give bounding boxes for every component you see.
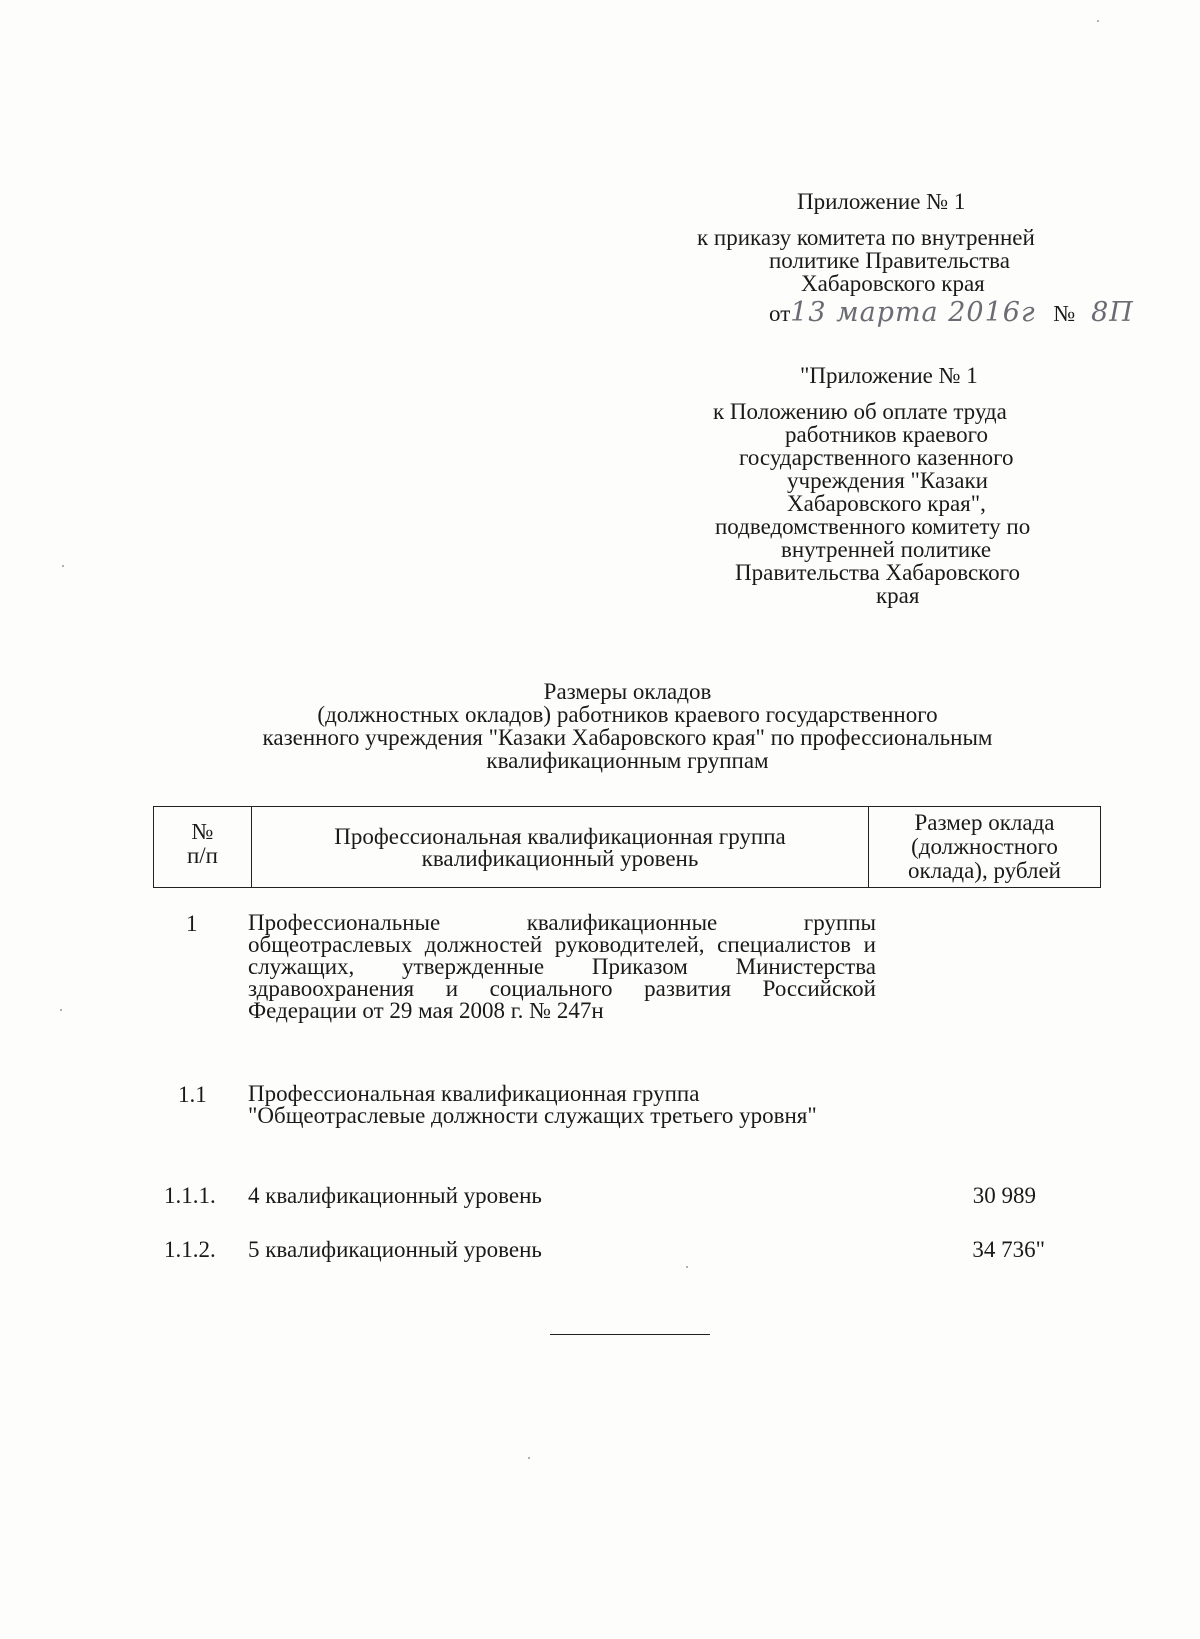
date-prefix: от bbox=[769, 301, 791, 326]
regulation-annex-line: работников краевого bbox=[785, 422, 989, 447]
regulation-annex-line: Правительства Хабаровского bbox=[735, 560, 1021, 585]
header-group-line1: Профессиональная квалификационная группа bbox=[334, 824, 786, 849]
number-label: № bbox=[1053, 301, 1076, 326]
heading-line: (должностных окладов) работников краевого государственного bbox=[317, 702, 938, 727]
header-cell-number bbox=[154, 807, 252, 887]
row-number: 1.1.1. bbox=[164, 1183, 216, 1208]
header-number-symbol: № bbox=[191, 819, 214, 844]
order-annex-date-row bbox=[769, 297, 1134, 328]
order-annex-title: Приложение № 1 bbox=[797, 189, 966, 214]
heading-line: Размеры окладов bbox=[543, 679, 712, 704]
regulation-annex-title: "Приложение № 1 bbox=[800, 363, 978, 388]
order-annex-line3: Хабаровского края bbox=[801, 271, 985, 296]
heading-line: квалификационным группам bbox=[486, 748, 769, 773]
scan-speck bbox=[686, 1266, 688, 1268]
closing-rule bbox=[550, 1334, 710, 1335]
regulation-annex-line: учреждения "Казаки bbox=[787, 468, 988, 493]
scan-speck bbox=[60, 1009, 62, 1011]
header-cell-salary bbox=[869, 807, 1100, 887]
regulation-annex-line: подведомственного комитету по bbox=[715, 514, 1031, 539]
header-salary-line2: (должностного bbox=[911, 834, 1058, 859]
header-group-line2: квалификационный уровень bbox=[421, 846, 699, 871]
header-salary-line1: Размер оклада bbox=[914, 810, 1055, 835]
row-value: 34 736" bbox=[972, 1237, 1045, 1262]
row-number: 1.1.2. bbox=[164, 1237, 216, 1262]
order-annex-line1: к приказу комитета по внутренней bbox=[697, 225, 1035, 250]
row-text: 4 квалификационный уровень bbox=[248, 1183, 542, 1208]
heading-line: казенного учреждения "Казаки Хабаровского края" по профессиональным bbox=[262, 725, 993, 750]
header-cell-group bbox=[252, 807, 869, 887]
regulation-annex-line: внутренней политике bbox=[781, 537, 992, 562]
scan-speck bbox=[62, 565, 64, 567]
row-number: 1 bbox=[186, 911, 198, 936]
regulation-annex-line: края bbox=[876, 583, 920, 608]
row-text: 5 квалификационный уровень bbox=[248, 1237, 542, 1262]
scan-speck bbox=[1097, 20, 1099, 22]
header-salary-line3: оклада), рублей bbox=[908, 858, 1061, 883]
table-header bbox=[153, 806, 1101, 888]
row-text: Профессиональная квалификационная группа "Общеотраслевые должности служащих третьего уровня" bbox=[248, 1081, 817, 1128]
row-number: 1.1 bbox=[178, 1082, 207, 1107]
handwritten-date: 13 марта 2016г bbox=[790, 297, 1036, 328]
header-number-pp: п/п bbox=[186, 843, 218, 868]
regulation-annex-line: государственного казенного bbox=[739, 445, 1014, 470]
scan-speck bbox=[528, 1457, 530, 1459]
order-annex-line2: политике Правительства bbox=[769, 248, 1010, 273]
row-value: 30 989 bbox=[972, 1183, 1036, 1208]
regulation-annex-line: Хабаровского края", bbox=[787, 491, 986, 516]
regulation-annex-line: к Положению об оплате труда bbox=[713, 399, 1007, 424]
handwritten-number: 8П bbox=[1091, 297, 1134, 328]
row-text: Профессиональные квалификационные группы общеотраслевых должностей руководителей, специалистов и служащих, утвержденные Приказом Министерства здравоохранения и социального развития Российской Федерации от 29 мая 2008 г. № 247н bbox=[248, 910, 876, 1023]
